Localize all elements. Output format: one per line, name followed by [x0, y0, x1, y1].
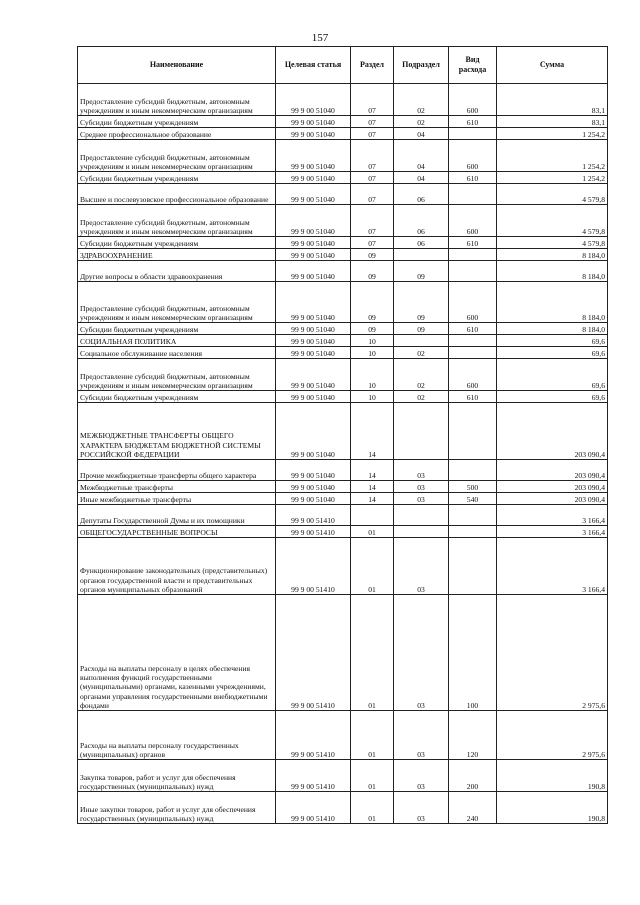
header-target: Целевая статья — [276, 47, 351, 84]
row-type — [449, 526, 497, 538]
row-subsection: 04 — [394, 172, 449, 184]
table-row — [78, 595, 608, 711]
row-subsection: 02 — [394, 391, 449, 403]
table-row — [78, 184, 608, 205]
row-sum: 8 184,0 — [497, 282, 608, 323]
row-target: 99 9 00 51410 — [276, 760, 351, 792]
row-type: 610 — [449, 237, 497, 249]
row-target: 99 9 00 51040 — [276, 335, 351, 347]
row-subsection — [394, 249, 449, 261]
row-target: 99 9 00 51040 — [276, 347, 351, 359]
row-section: 01 — [351, 792, 394, 824]
row-subsection: 03 — [394, 493, 449, 505]
row-name: ЗДРАВООХРАНЕНИЕ — [78, 249, 276, 261]
row-subsection — [394, 505, 449, 526]
row-type: 600 — [449, 140, 497, 172]
row-sum: 3 166,4 — [497, 538, 608, 595]
row-subsection: 03 — [394, 538, 449, 595]
row-section: 09 — [351, 261, 394, 282]
row-type — [449, 128, 497, 140]
row-subsection: 03 — [394, 711, 449, 760]
row-section: 10 — [351, 391, 394, 403]
row-subsection: 09 — [394, 282, 449, 323]
row-target: 99 9 00 51040 — [276, 391, 351, 403]
table-row — [78, 792, 608, 824]
row-name: Закупка товаров, работ и услуг для обеспечения государственных (муниципальных) нужд — [78, 760, 276, 792]
table-row — [78, 84, 608, 116]
row-name: Прочие межбюджетные трансферты общего характера — [78, 460, 276, 481]
row-type — [449, 184, 497, 205]
row-sum: 69,6 — [497, 335, 608, 347]
table-row — [78, 116, 608, 128]
row-type: 540 — [449, 493, 497, 505]
row-type — [449, 403, 497, 460]
row-name: Предоставление субсидий бюджетным, автономным учреждениям и иным некоммерческим организациям — [78, 359, 276, 391]
row-target: 99 9 00 51040 — [276, 249, 351, 261]
row-subsection: 02 — [394, 347, 449, 359]
row-name: Расходы на выплаты персоналу государственных (муниципальных) органов — [78, 711, 276, 760]
row-target: 99 9 00 51040 — [276, 237, 351, 249]
row-name: СОЦИАЛЬНАЯ ПОЛИТИКА — [78, 335, 276, 347]
header-section: Раздел — [351, 47, 394, 84]
row-target: 99 9 00 51040 — [276, 493, 351, 505]
row-sum: 3 166,4 — [497, 505, 608, 526]
row-type — [449, 249, 497, 261]
row-name: Иные закупки товаров, работ и услуг для обеспечения государственных (муниципальных) нужд — [78, 792, 276, 824]
table-row — [78, 505, 608, 526]
row-target: 99 9 00 51040 — [276, 460, 351, 481]
row-section: 07 — [351, 184, 394, 205]
row-type: 600 — [449, 84, 497, 116]
row-sum: 203 090,4 — [497, 403, 608, 460]
table-row — [78, 359, 608, 391]
row-section: 07 — [351, 128, 394, 140]
row-sum: 1 254,2 — [497, 172, 608, 184]
row-type: 120 — [449, 711, 497, 760]
header-name: Наименование — [78, 47, 276, 84]
row-target: 99 9 00 51040 — [276, 323, 351, 335]
row-subsection: 03 — [394, 460, 449, 481]
row-section: 10 — [351, 335, 394, 347]
row-section: 07 — [351, 140, 394, 172]
row-section: 01 — [351, 760, 394, 792]
row-type: 600 — [449, 359, 497, 391]
table-row — [78, 347, 608, 359]
row-section: 09 — [351, 249, 394, 261]
row-section: 01 — [351, 538, 394, 595]
row-name: Высшее и послевузовское профессиональное образование — [78, 184, 276, 205]
row-name: Расходы на выплаты персоналу в целях обеспечения выполнения функций государственными (муниципальными) органами, казенными учреждениями, органами управления государственными внебюджетными фондами — [78, 595, 276, 711]
row-sum: 3 166,4 — [497, 526, 608, 538]
row-name: Субсидии бюджетным учреждениям — [78, 116, 276, 128]
row-target: 99 9 00 51040 — [276, 128, 351, 140]
row-section: 07 — [351, 84, 394, 116]
table-row — [78, 538, 608, 595]
row-section: 14 — [351, 460, 394, 481]
row-section — [351, 505, 394, 526]
row-name: МЕЖБЮДЖЕТНЫЕ ТРАНСФЕРТЫ ОБЩЕГО ХАРАКТЕРА БЮДЖЕТАМ БЮДЖЕТНОЙ СИСТЕМЫ РОССИЙСКОЙ ФЕДЕРАЦИИ — [78, 403, 276, 460]
table-row — [78, 403, 608, 460]
row-name: Иные межбюджетные трансферты — [78, 493, 276, 505]
row-subsection: 03 — [394, 481, 449, 493]
row-type — [449, 505, 497, 526]
row-subsection: 03 — [394, 792, 449, 824]
row-target: 99 9 00 51040 — [276, 261, 351, 282]
table-row — [78, 128, 608, 140]
row-sum: 203 090,4 — [497, 460, 608, 481]
row-sum: 83,1 — [497, 84, 608, 116]
row-section: 10 — [351, 359, 394, 391]
row-name: Межбюджетные трансферты — [78, 481, 276, 493]
row-target: 99 9 00 51040 — [276, 282, 351, 323]
row-sum: 8 184,0 — [497, 249, 608, 261]
row-name: Субсидии бюджетным учреждениям — [78, 237, 276, 249]
table-row — [78, 249, 608, 261]
row-sum: 69,6 — [497, 347, 608, 359]
row-name: Субсидии бюджетным учреждениям — [78, 391, 276, 403]
row-section: 01 — [351, 711, 394, 760]
header-subsection: Подраздел — [394, 47, 449, 84]
row-subsection — [394, 526, 449, 538]
row-sum: 69,6 — [497, 391, 608, 403]
row-section: 09 — [351, 282, 394, 323]
row-subsection: 06 — [394, 205, 449, 237]
row-subsection: 02 — [394, 84, 449, 116]
table-row — [78, 335, 608, 347]
row-type: 600 — [449, 282, 497, 323]
row-sum: 8 184,0 — [497, 323, 608, 335]
row-type: 240 — [449, 792, 497, 824]
row-name: Предоставление субсидий бюджетным, автономным учреждениям и иным некоммерческим организациям — [78, 140, 276, 172]
row-target: 99 9 00 51040 — [276, 140, 351, 172]
row-target: 99 9 00 51410 — [276, 711, 351, 760]
row-section: 14 — [351, 403, 394, 460]
row-type: 600 — [449, 205, 497, 237]
row-name: Депутаты Государственной Думы и их помощники — [78, 505, 276, 526]
row-section: 14 — [351, 493, 394, 505]
table-row — [78, 237, 608, 249]
row-subsection: 02 — [394, 359, 449, 391]
row-subsection: 03 — [394, 595, 449, 711]
row-type: 100 — [449, 595, 497, 711]
row-type — [449, 460, 497, 481]
row-type — [449, 538, 497, 595]
table-row — [78, 481, 608, 493]
row-target: 99 9 00 51040 — [276, 84, 351, 116]
row-sum: 1 254,2 — [497, 140, 608, 172]
row-sum: 4 579,8 — [497, 237, 608, 249]
row-type: 610 — [449, 391, 497, 403]
table-row — [78, 711, 608, 760]
row-target: 99 9 00 51410 — [276, 792, 351, 824]
row-type: 500 — [449, 481, 497, 493]
row-sum: 203 090,4 — [497, 481, 608, 493]
row-type: 610 — [449, 116, 497, 128]
row-subsection: 06 — [394, 237, 449, 249]
table-row — [78, 493, 608, 505]
row-target: 99 9 00 51040 — [276, 403, 351, 460]
row-subsection: 09 — [394, 323, 449, 335]
row-subsection: 04 — [394, 128, 449, 140]
row-subsection: 04 — [394, 140, 449, 172]
page-number: 157 — [311, 32, 329, 44]
row-type: 200 — [449, 760, 497, 792]
header-sum: Сумма — [497, 47, 608, 84]
row-sum: 190,8 — [497, 760, 608, 792]
row-name: Среднее профессиональное образование — [78, 128, 276, 140]
row-name: ОБЩЕГОСУДАРСТВЕННЫЕ ВОПРОСЫ — [78, 526, 276, 538]
row-target: 99 9 00 51040 — [276, 116, 351, 128]
row-sum: 203 090,4 — [497, 493, 608, 505]
table-row — [78, 460, 608, 481]
table-row — [78, 205, 608, 237]
row-subsection — [394, 403, 449, 460]
row-section: 07 — [351, 116, 394, 128]
row-target: 99 9 00 51040 — [276, 205, 351, 237]
row-name: Функционирование законодательных (представительных) органов государственной власти и представительных органов муниципальных образований — [78, 538, 276, 595]
row-section: 07 — [351, 172, 394, 184]
row-subsection: 03 — [394, 760, 449, 792]
table-row — [78, 261, 608, 282]
row-sum: 4 579,8 — [497, 205, 608, 237]
row-sum: 4 579,8 — [497, 184, 608, 205]
row-subsection: 09 — [394, 261, 449, 282]
row-sum: 190,8 — [497, 792, 608, 824]
table-row — [78, 760, 608, 792]
row-sum: 1 254,2 — [497, 128, 608, 140]
row-name: Предоставление субсидий бюджетным, автономным учреждениям и иным некоммерческим организациям — [78, 84, 276, 116]
row-section: 07 — [351, 205, 394, 237]
row-section: 09 — [351, 323, 394, 335]
row-sum: 83,1 — [497, 116, 608, 128]
row-type — [449, 261, 497, 282]
row-subsection: 06 — [394, 184, 449, 205]
row-name: Субсидии бюджетным учреждениям — [78, 323, 276, 335]
row-subsection — [394, 335, 449, 347]
row-name: Предоставление субсидий бюджетным, автономным учреждениям и иным некоммерческим организациям — [78, 282, 276, 323]
row-name: Другие вопросы в области здравоохранения — [78, 261, 276, 282]
row-sum: 8 184,0 — [497, 261, 608, 282]
row-section: 10 — [351, 347, 394, 359]
row-target: 99 9 00 51040 — [276, 172, 351, 184]
table-row — [78, 172, 608, 184]
row-target: 99 9 00 51410 — [276, 526, 351, 538]
row-type: 610 — [449, 172, 497, 184]
row-type: 610 — [449, 323, 497, 335]
row-name: Социальное обслуживание населения — [78, 347, 276, 359]
row-target: 99 9 00 51410 — [276, 538, 351, 595]
row-name: Субсидии бюджетным учреждениям — [78, 172, 276, 184]
row-section: 01 — [351, 526, 394, 538]
row-name: Предоставление субсидий бюджетным, автономным учреждениям и иным некоммерческим организациям — [78, 205, 276, 237]
row-target: 99 9 00 51410 — [276, 505, 351, 526]
table-header-row — [78, 47, 608, 84]
row-type — [449, 347, 497, 359]
row-section: 01 — [351, 595, 394, 711]
row-subsection: 02 — [394, 116, 449, 128]
table-row — [78, 140, 608, 172]
row-sum: 2 975,6 — [497, 595, 608, 711]
table-row — [78, 526, 608, 538]
row-target: 99 9 00 51040 — [276, 359, 351, 391]
row-sum: 2 975,6 — [497, 711, 608, 760]
table-row — [78, 323, 608, 335]
table-row — [78, 282, 608, 323]
row-target: 99 9 00 51410 — [276, 595, 351, 711]
budget-table — [77, 46, 608, 824]
row-target: 99 9 00 51040 — [276, 184, 351, 205]
row-section: 14 — [351, 481, 394, 493]
row-section: 07 — [351, 237, 394, 249]
table-row — [78, 391, 608, 403]
row-sum: 69,6 — [497, 359, 608, 391]
row-target: 99 9 00 51040 — [276, 481, 351, 493]
header-type: Вид расхода — [449, 47, 497, 84]
row-type — [449, 335, 497, 347]
